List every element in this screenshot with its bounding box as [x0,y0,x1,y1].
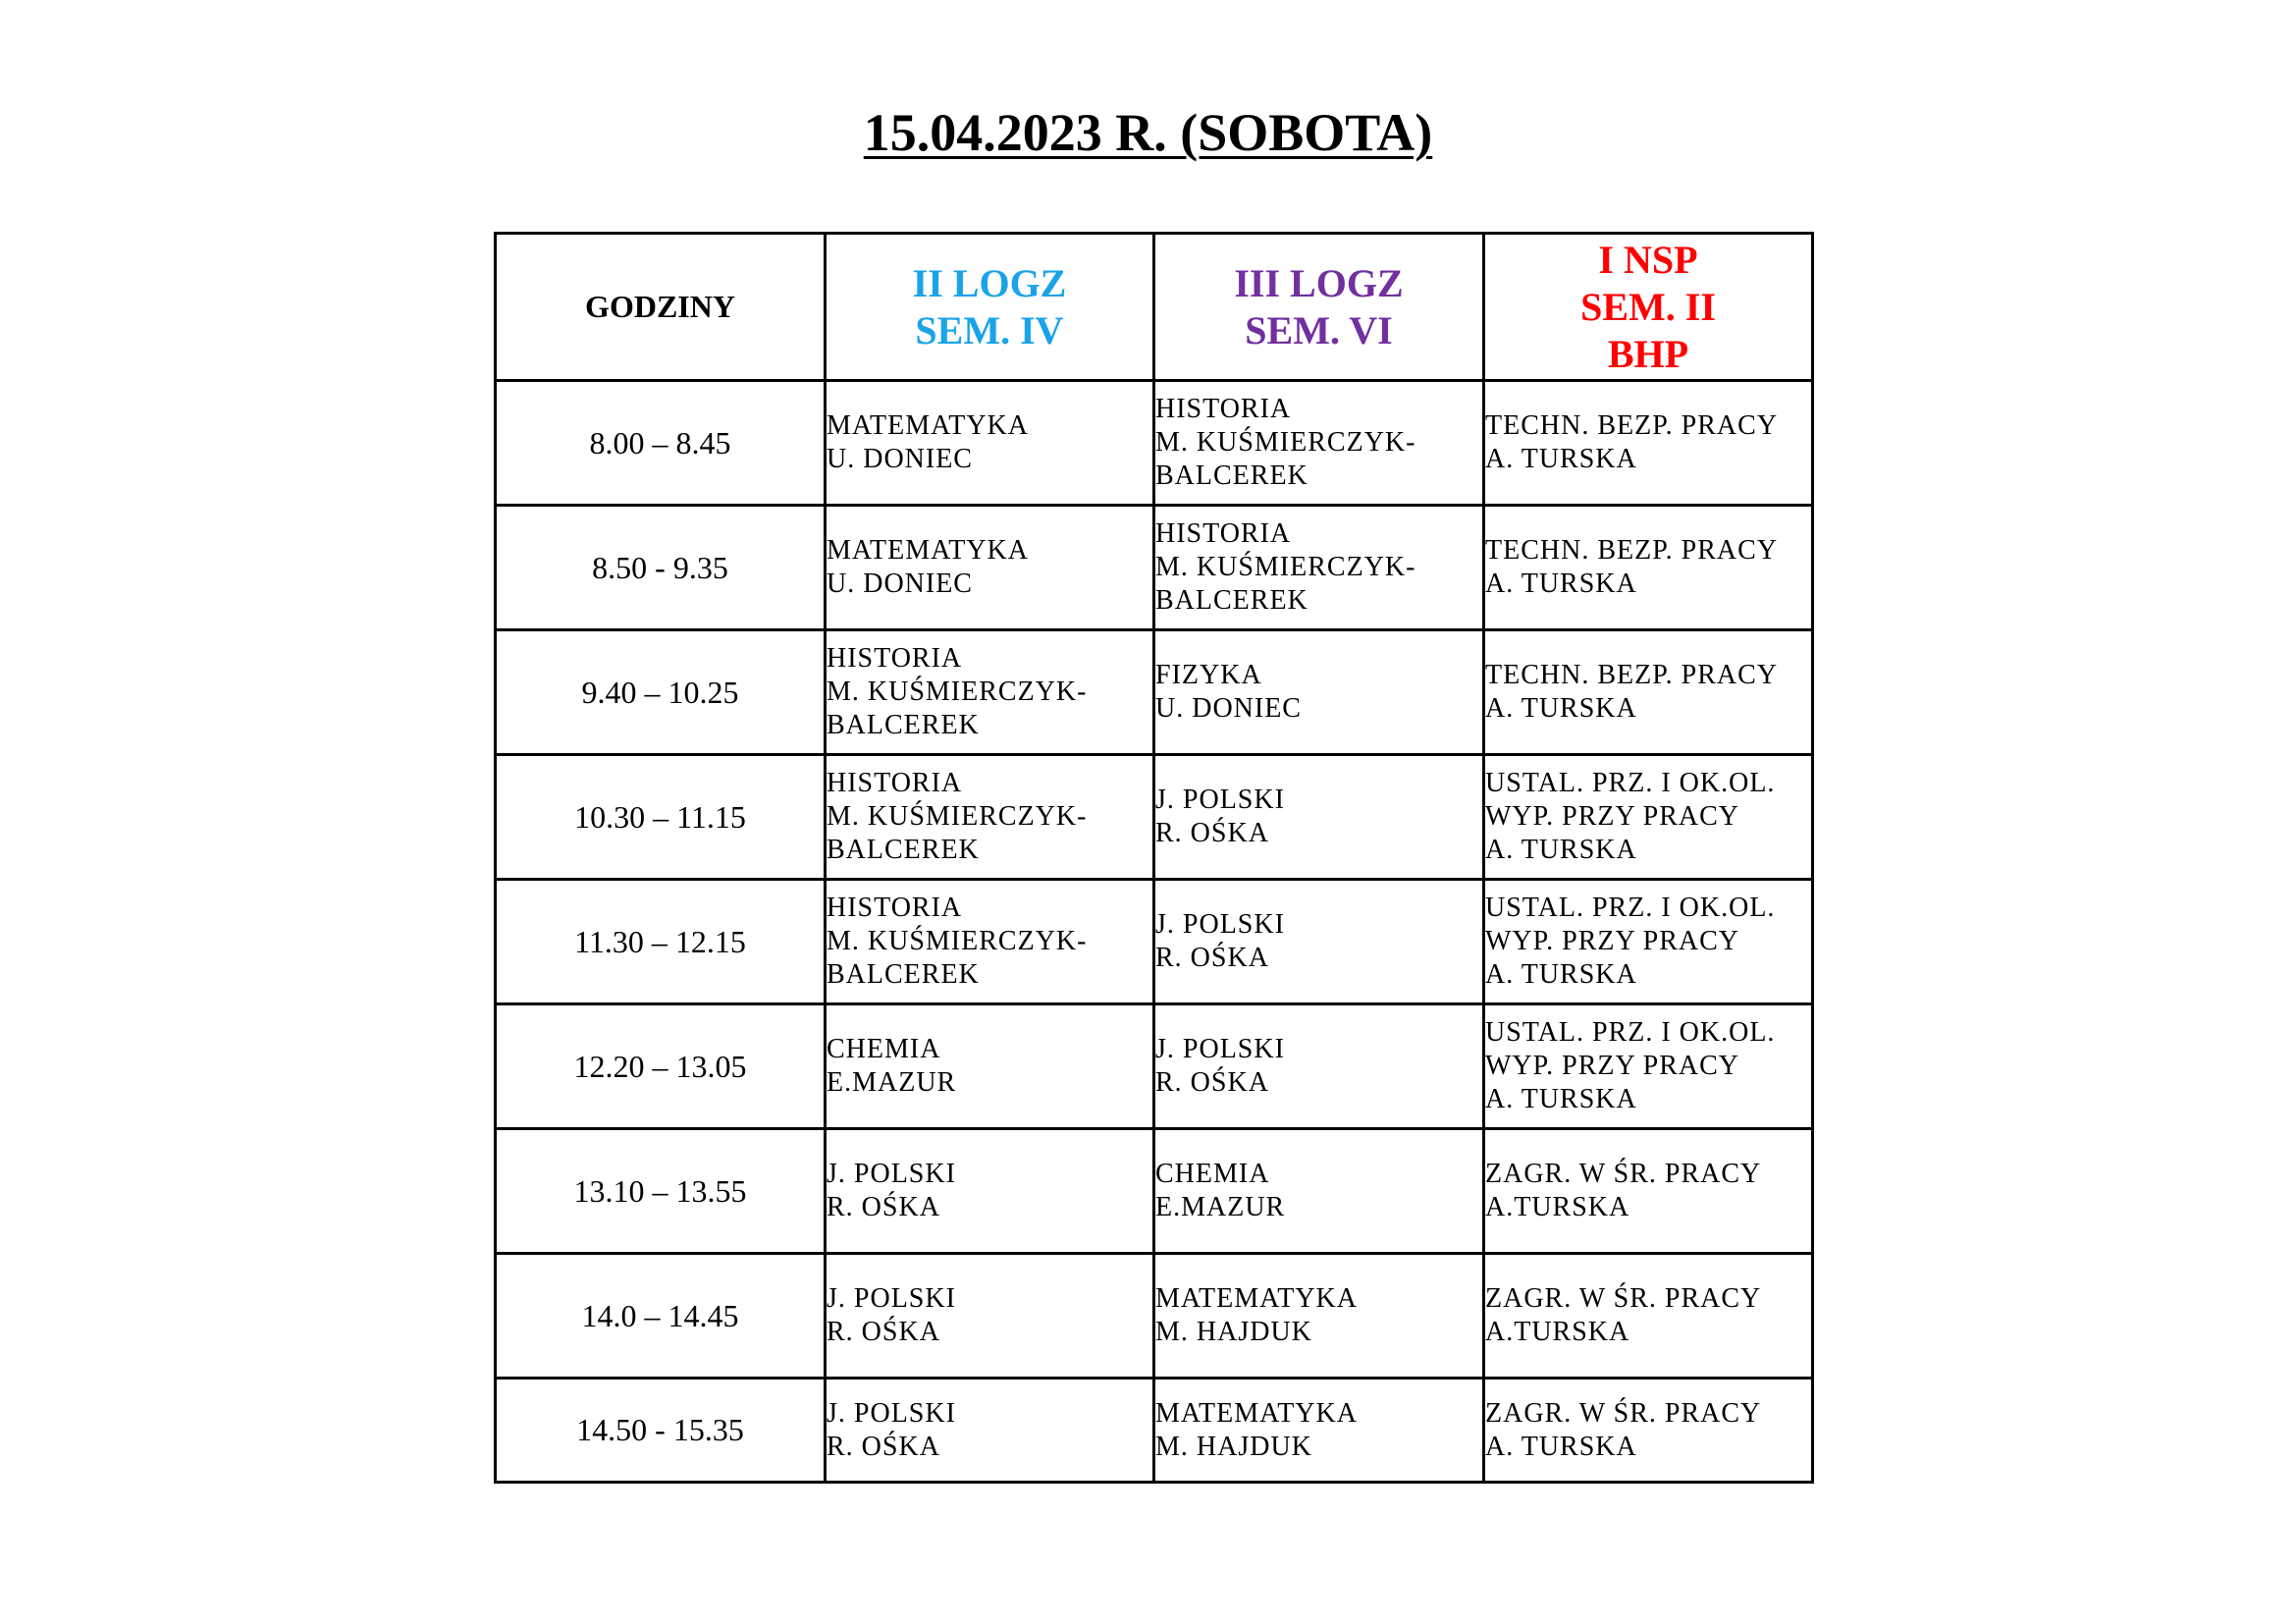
teacher-line: M. KUŚMIERCZYK- [1155,552,1416,582]
class-cell [826,755,1154,880]
subject-name: HISTORIA [827,768,963,798]
subject-name: HISTORIA [827,893,963,923]
subject-name: J. POLSKI [1155,1034,1285,1064]
teacher-line: R. OŚKA [1155,1067,1269,1098]
class-cell [826,1254,1154,1379]
page-title: 15.04.2023 R. (SOBOTA) [863,103,1433,162]
teacher-line: BALCEREK [827,835,980,865]
class-cell [1154,506,1484,630]
subject-name: J. POLSKI [827,1283,956,1314]
subject-name: USTAL. PRZ. I OK.OL. [1485,768,1776,798]
class-cell [1154,381,1484,506]
class-cell [1484,880,1813,1004]
teacher-line: A. TURSKA [1485,1084,1637,1114]
subject-name: ZAGR. W ŚR. PRACY [1485,1397,1762,1429]
subject-name: J. POLSKI [1155,785,1285,815]
class-cell [826,506,1154,630]
group-header-line: SEM. IV [915,307,1064,352]
hours-column-header: GODZINY [496,234,826,381]
subject-name: J. POLSKI [827,1397,956,1429]
teacher-line: A. TURSKA [1485,1431,1637,1462]
class-cell [1484,1129,1813,1254]
teacher-line: M. KUŚMIERCZYK- [827,926,1088,956]
teacher-line: A. TURSKA [1485,835,1637,865]
teacher-line: R. OŚKA [827,1317,940,1347]
class-cell [1484,630,1813,755]
class-cell [1484,381,1813,506]
subject-name: USTAL. PRZ. I OK.OL. [1485,893,1776,923]
subject-name: MATEMATYKA [1155,1283,1358,1314]
subject-name: ZAGR. W ŚR. PRACY [1485,1159,1762,1189]
time-slot: 14.0 – 14.45 [496,1254,826,1379]
class-cell [1154,880,1484,1004]
group-header [826,234,1154,381]
group-header [1484,234,1813,381]
subject-name: CHEMIA [827,1034,941,1064]
teacher-line: E.MAZUR [827,1067,957,1098]
class-cell [1484,1254,1813,1379]
subject-name: HISTORIA [1155,394,1292,424]
group-header-line: SEM. II [1580,284,1716,329]
teacher-line: WYP. PRZY PRACY [1485,1051,1740,1081]
group-header-line: SEM. VI [1245,307,1393,352]
class-cell [1484,1379,1813,1483]
teacher-line: U. DONIEC [827,444,973,474]
subject-name: HISTORIA [1155,518,1292,549]
table-row [496,1004,1813,1129]
class-cell [1484,755,1813,880]
class-cell [826,880,1154,1004]
teacher-line: U. DONIEC [827,568,973,599]
table-row [496,1379,1813,1483]
subject-name: MATEMATYKA [827,410,1029,441]
time-slot: 8.00 – 8.45 [496,381,826,506]
teacher-line: A. TURSKA [1485,959,1637,990]
time-slot: 11.30 – 12.15 [496,880,826,1004]
class-cell [826,1004,1154,1129]
teacher-line: E.MAZUR [1155,1192,1286,1222]
header-row [496,234,1813,381]
teacher-line: M. KUŚMIERCZYK- [827,677,1088,707]
table-row [496,381,1813,506]
teacher-line: R. OŚKA [1155,818,1269,848]
subject-name: MATEMATYKA [827,535,1029,566]
class-cell [826,1129,1154,1254]
class-cell [1484,1004,1813,1129]
time-slot: 10.30 – 11.15 [496,755,826,880]
teacher-line: A.TURSKA [1485,1317,1630,1347]
subject-name: USTAL. PRZ. I OK.OL. [1485,1017,1776,1048]
teacher-line: WYP. PRZY PRACY [1485,801,1740,832]
subject-name: TECHN. BEZP. PRACY [1485,410,1779,441]
teacher-line: M. HAJDUK [1155,1317,1312,1347]
subject-name: J. POLSKI [1155,909,1285,940]
table-row [496,880,1813,1004]
class-cell [1154,630,1484,755]
group-header [1154,234,1484,381]
class-cell [1154,1129,1484,1254]
teacher-line: WYP. PRZY PRACY [1485,926,1740,956]
class-cell [826,630,1154,755]
subject-name: TECHN. BEZP. PRACY [1485,660,1779,690]
teacher-line: M. KUŚMIERCZYK- [1155,427,1416,458]
class-cell [826,1379,1154,1483]
teacher-line: R. OŚKA [827,1192,940,1222]
schedule-table [494,232,1814,1484]
table-row [496,506,1813,630]
time-slot: 9.40 – 10.25 [496,630,826,755]
time-slot: 14.50 - 15.35 [496,1379,826,1483]
teacher-line: M. KUŚMIERCZYK- [827,801,1088,832]
teacher-line: BALCEREK [1155,585,1308,616]
class-cell [1154,1004,1484,1129]
class-cell [1154,1379,1484,1483]
teacher-line: U. DONIEC [1155,693,1302,724]
time-slot: 8.50 - 9.35 [496,506,826,630]
table-row [496,1254,1813,1379]
teacher-line: A. TURSKA [1485,568,1637,599]
subject-name: TECHN. BEZP. PRACY [1485,535,1779,566]
teacher-line: BALCEREK [827,959,980,990]
table-row [496,755,1813,880]
group-header-line: III LOGZ [1234,260,1404,305]
time-slot: 13.10 – 13.55 [496,1129,826,1254]
teacher-line: BALCEREK [1155,460,1308,491]
class-cell [1484,506,1813,630]
subject-name: MATEMATYKA [1155,1397,1358,1429]
schedule-body [496,381,1813,1483]
time-slot: 12.20 – 13.05 [496,1004,826,1129]
teacher-line: BALCEREK [827,710,980,740]
teacher-line: R. OŚKA [1155,943,1269,973]
teacher-line: A.TURSKA [1485,1192,1630,1222]
class-cell [1154,1254,1484,1379]
teacher-line: M. HAJDUK [1155,1431,1312,1462]
subject-name: CHEMIA [1155,1159,1270,1189]
subject-name: J. POLSKI [827,1159,956,1189]
class-cell [826,381,1154,506]
subject-name: HISTORIA [827,643,963,674]
teacher-line: A. TURSKA [1485,693,1637,724]
teacher-line: R. OŚKA [827,1431,940,1462]
group-header-line: II LOGZ [912,260,1067,305]
subject-name: ZAGR. W ŚR. PRACY [1485,1283,1762,1314]
teacher-line: A. TURSKA [1485,444,1637,474]
class-cell [1154,755,1484,880]
table-row [496,630,1813,755]
subject-name: FIZYKA [1155,660,1262,690]
group-header-line: I NSP [1598,237,1698,282]
table-row [496,1129,1813,1254]
group-header-line: BHP [1607,331,1689,376]
